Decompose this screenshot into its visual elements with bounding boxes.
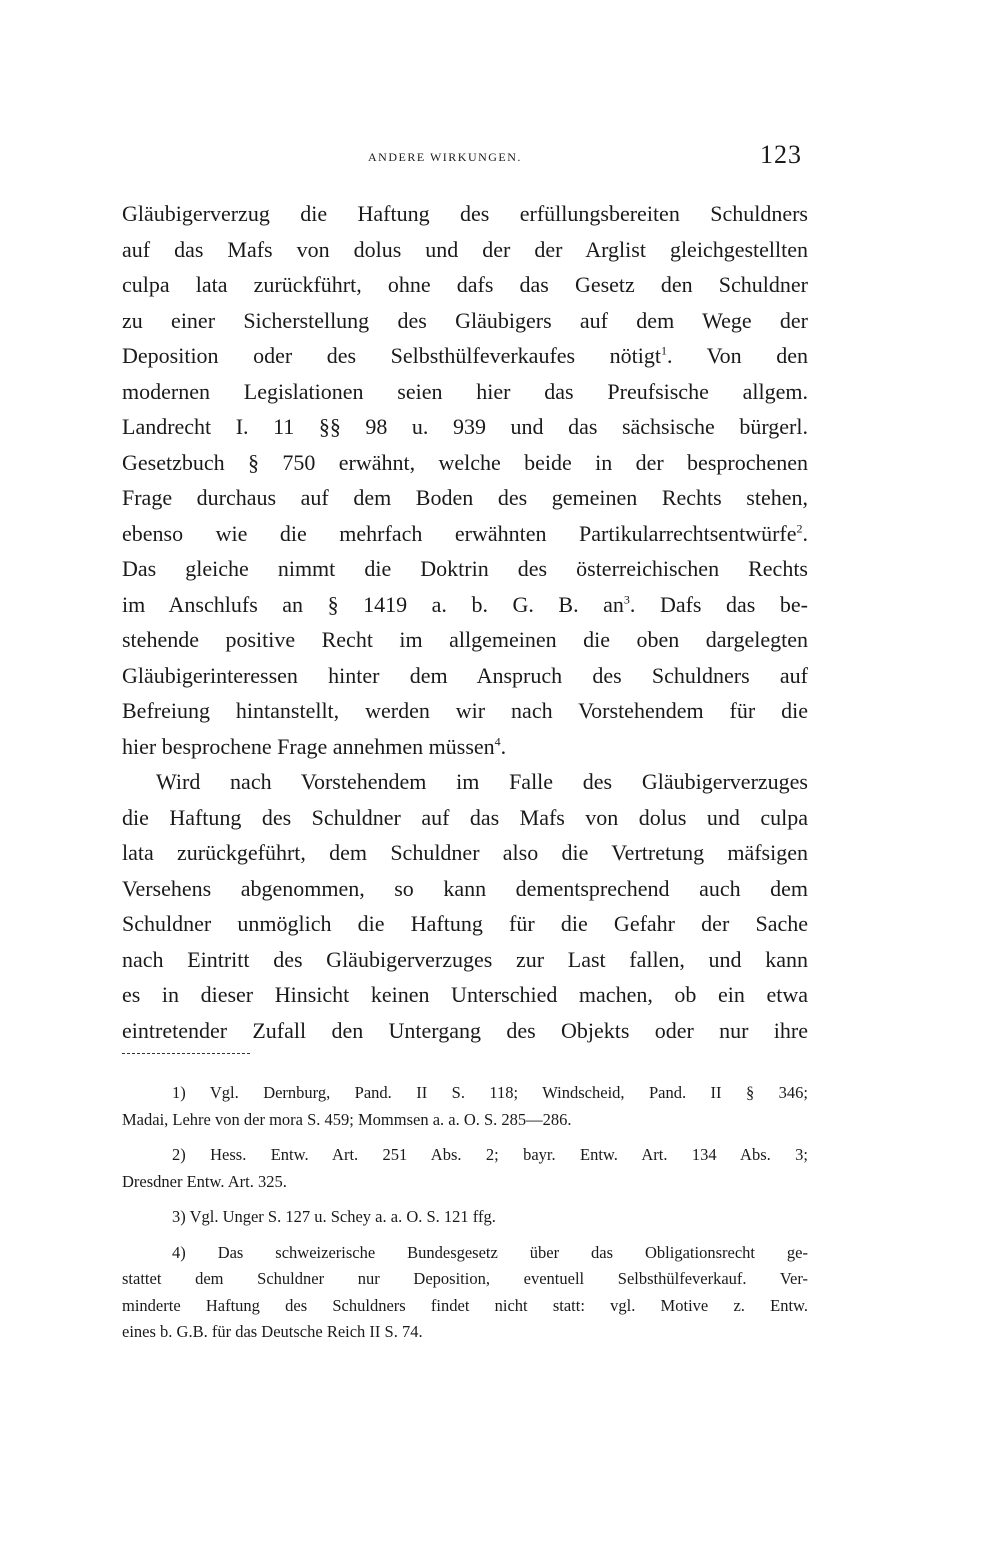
text-line: Gläubigerinteressen hinter dem Anspruch des Schuldners auf [122, 662, 808, 688]
footnote-mark-3: 3 [623, 592, 630, 607]
text-line [122, 587, 808, 623]
text-line: Wird nach Vorstehendem im Falle des Gläubigerverzuges [156, 769, 808, 794]
running-head: ANDERE WIRKUNGEN. [368, 150, 522, 164]
footnote-mark-1: 1 [660, 343, 667, 358]
footnote-line: minderte Haftung des Schuldners findet nicht statt: vgl. Motive z. Entw. [122, 1295, 808, 1315]
text-line: Befreiung hintanstellt, werden wir nach Vorstehendem für die [122, 698, 808, 723]
text-line: Gesetzbuch § 750 erwähnt, welche beide in der besprochenen [122, 449, 808, 475]
footnote-line: 3) Vgl. Unger S. 127 u. Schey a. a. O. S. 121 ffg. [172, 1207, 496, 1226]
page-number: 123 [760, 140, 802, 169]
text-fragment: . Von den [666, 343, 808, 368]
text-line: Schuldner unmöglich die Haftung für die Gefahr der Sache [122, 911, 808, 936]
text-line: Versehens abgenommen, so kann dementsprechend auch dem [122, 875, 808, 901]
text-line: zu einer Sicherstellung des Gläubigers auf dem Wege der [122, 307, 808, 333]
text-line: culpa lata zurückführt, ohne dafs das Gesetz den Schuldner [122, 272, 808, 297]
text-line: nach Eintritt des Gläubigerverzuges zur Last fallen, und kann [122, 946, 808, 972]
text-line [122, 338, 808, 374]
text-line [122, 729, 808, 765]
text-line: Landrecht I. 11 §§ 98 u. 939 und das sächsische bürgerl. [122, 414, 808, 439]
text-line: die Haftung des Schuldner auf das Mafs von dolus und culpa [122, 804, 808, 830]
footnote-line: 4) Das schweizerische Bundesgesetz über das Obligationsrecht ge- [172, 1242, 808, 1262]
footnote-1 [122, 1080, 808, 1133]
text-line: es in dieser Hinsicht keinen Unterschied machen, ob ein etwa [122, 982, 808, 1007]
text-line: modernen Legislationen seien hier das Preufsische allgem. [122, 378, 808, 404]
footnote-separator [122, 1053, 250, 1054]
main-text [122, 196, 808, 1048]
text-line: lata zurückgeführt, dem Schuldner also die Vertretung mäfsigen [122, 840, 808, 865]
footnote-2 [122, 1142, 808, 1195]
text-line: eintretender Zufall den Untergang des Objekts oder nur ihre [122, 1017, 808, 1043]
footnote-line: Dresdner Entw. Art. 325. [122, 1171, 287, 1191]
text-line: Gläubigerverzug die Haftung des erfüllungsbereiten Schuldners [122, 201, 808, 226]
text-fragment: im Anschlufs an § 1419 a. b. G. B. an [122, 591, 624, 617]
text-line: auf das Mafs von dolus und der der Arglist gleichgestellten [122, 236, 808, 262]
text-line: Frage durchaus auf dem Boden des gemeinen Rechts stehen, [122, 485, 808, 510]
text-line: Das gleiche nimmt die Doktrin des österreichischen Rechts [122, 556, 808, 581]
text-fragment: Deposition oder des Selbsthülfeverkaufes nötigt [122, 343, 661, 368]
text-line: stehende positive Recht im allgemeinen die oben dargelegten [122, 627, 808, 652]
paragraph-2 [122, 764, 808, 1048]
footnote-mark-4: 4 [494, 734, 501, 749]
text-fragment: . [802, 520, 808, 546]
text-fragment: . [500, 733, 507, 759]
footnote-4 [122, 1240, 808, 1346]
text-fragment: ebenso wie die mehrfach erwähnten Partikularrechtsentwürfe [122, 520, 797, 546]
footnote-line: 2) Hess. Entw. Art. 251 Abs. 2; bayr. Entw. Art. 134 Abs. 3; [172, 1145, 808, 1164]
paragraph-1 [122, 196, 808, 764]
footnote-line: Madai, Lehre von der mora S. 459; Mommsen a. a. O. S. 285—286. [122, 1109, 572, 1129]
text-fragment: hier besprochene Frage annehmen müssen [122, 733, 495, 759]
footnote-line: 1) Vgl. Dernburg, Pand. II S. 118; Windscheid, Pand. II § 346; [172, 1083, 808, 1102]
text-line [122, 516, 808, 552]
text-fragment: . Dafs das be- [629, 591, 808, 617]
footnote-3 [122, 1204, 808, 1231]
footnote-line: stattet dem Schuldner nur Deposition, eventuell Selbsthülfeverkauf. Ver- [122, 1269, 808, 1288]
footnote-mark-2: 2 [796, 521, 803, 536]
footnotes [122, 1080, 808, 1346]
footnote-line: eines b. G.B. für das Deutsche Reich II S. 74. [122, 1322, 423, 1341]
